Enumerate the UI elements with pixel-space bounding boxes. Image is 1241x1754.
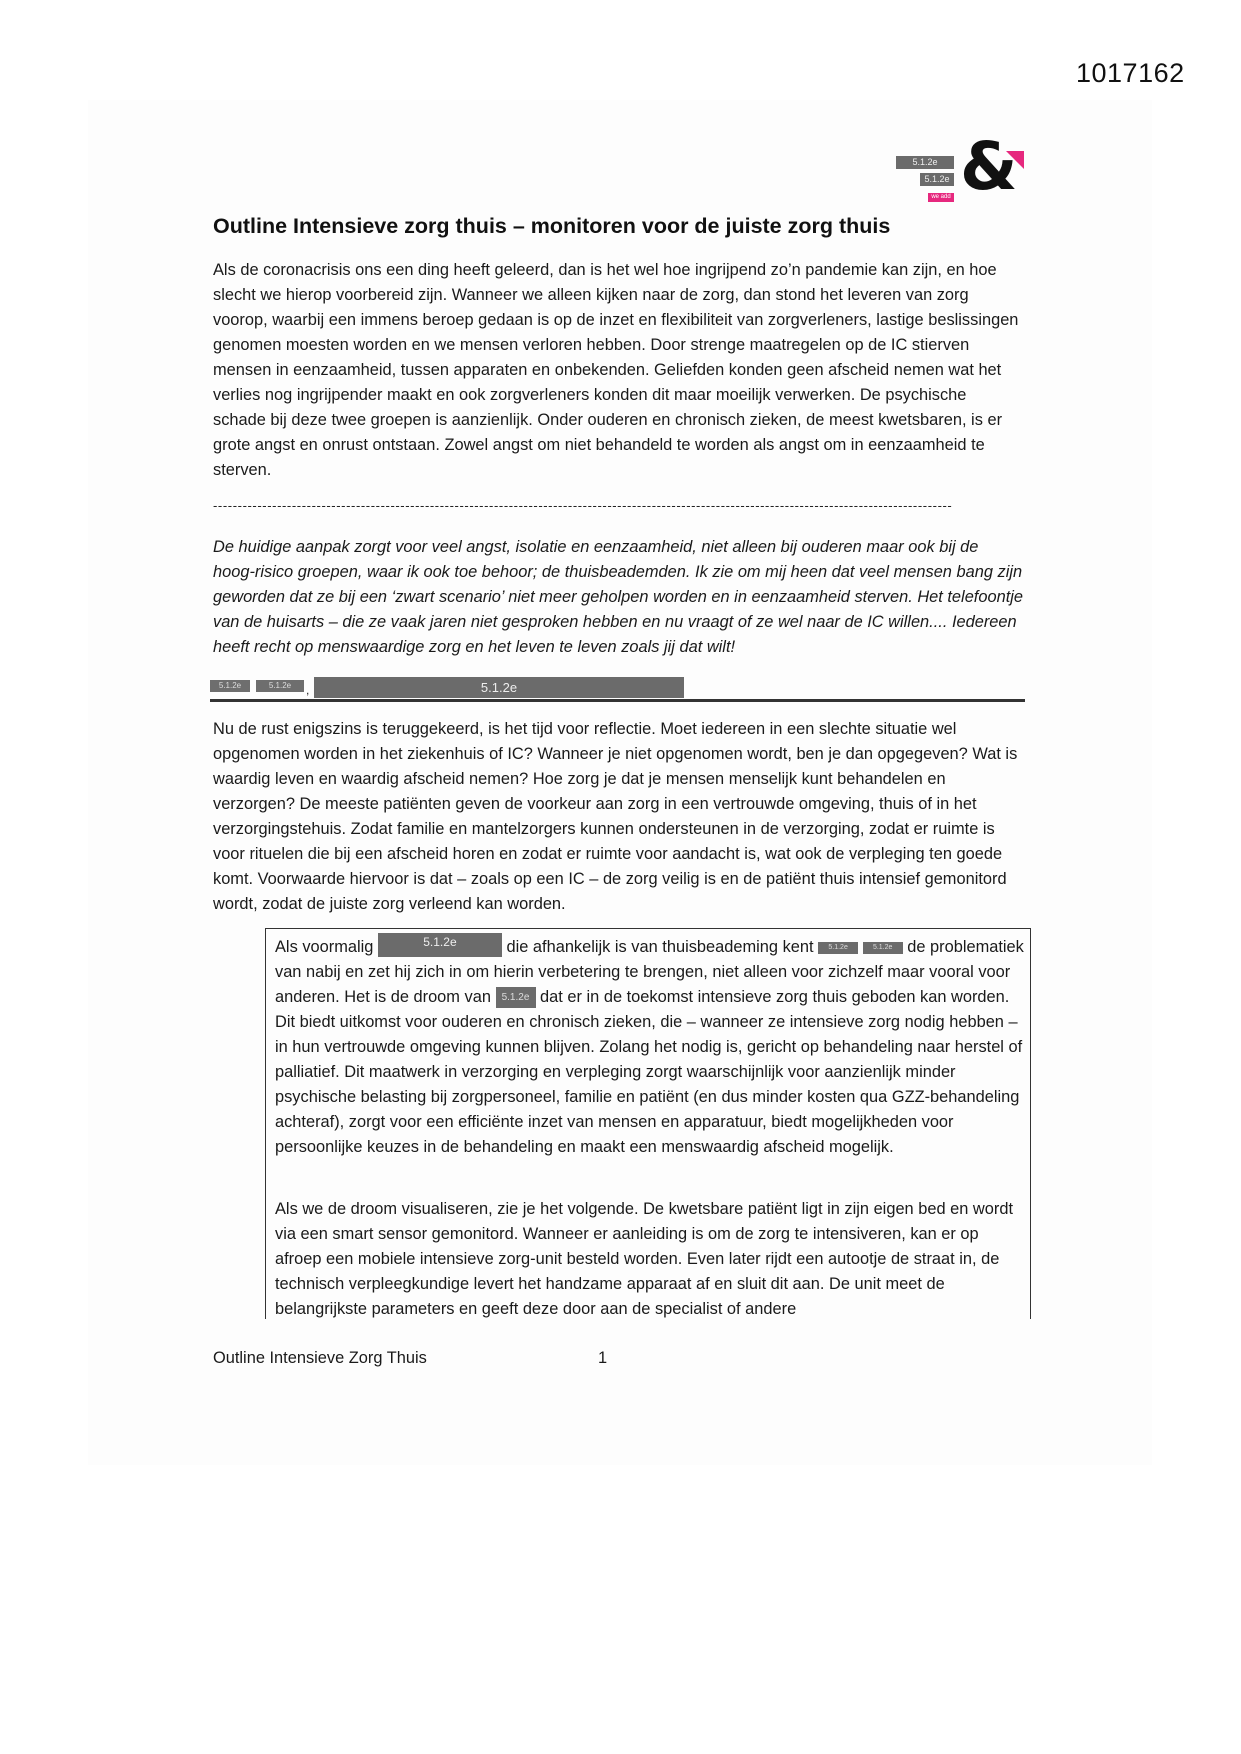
page-number: 1: [598, 1349, 608, 1367]
box-paragraph-2: Als we de droom visualiseren, zie je het volgende. De kwetsbare patiënt ligt in zijn eigen bed en wordt via een smart sensor gemonitord. Wanneer er aanleiding is om de zorg te intensiveren, kan er op afroep een mobiele intensieve zorg-unit besteld worden. Even later rijdt een autootje de straat in, de technisch verpleegkundige levert het handzame apparaat af en sluit dit aan. De unit meet de belangrijkste parameters en geeft deze door aan de specialist of andere: [275, 1200, 1013, 1318]
bordered-text-box: [265, 928, 1031, 1319]
text-run: de problematiek van nabij en zet hij zich in om hierin verbetering te brengen, niet alleen voor zichzelf maar vooral voor anderen. Het is de droom van: [275, 938, 1024, 1006]
redaction-block: 5.1.2e: [496, 987, 536, 1008]
document-id: 1017162: [1076, 58, 1185, 88]
redaction-block: 5.1.2e: [314, 677, 684, 698]
text-run: die afhankelijk is van thuisbeademing kent: [501, 938, 819, 956]
text-run: dat er in de toekomst intensieve zorg thuis geboden kan worden. Dit biedt uitkomst voor ouderen en chronisch zieken, die – wanneer ze intensieve zorg nodig hebben – in hun vertrouwde omgeving kunnen blijven. Zolang het nodig is, gericht op behandeling naar herstel of palliatief. Dit maatwerk in verzorging en verpleging zorgt waarschijnlijk voor aanzienlijk minder psychische belasting bij zorgpersoneel, familie en patiënt (en dus minder kosten qua GZZ-behandeling achteraf), zorgt voor een efficiënte inzet van mensen en apparatuur, biedt mogelijkheden voor persoonlijke keuzes in de behandeling en maakt een menswaardig afscheid mogelijk.: [275, 988, 1023, 1156]
document-title: Outline Intensieve zorg thuis – monitoren voor de juiste zorg thuis: [213, 214, 891, 238]
redaction-block: 5.1.2e: [378, 933, 502, 957]
box-paragraph-1: [275, 935, 1025, 1160]
ampersand-logo-icon: &: [960, 128, 1018, 205]
company-logo: [896, 128, 1036, 208]
quote-paragraph: De huidige aanpak zorgt voor veel angst, isolatie en eenzaamheid, niet alleen bij ouderen maar ook bij de hoog-risico groepen, waar ik ook toe behoor; de thuisbeademden. Ik zie om mij heen dat veel mensen bang zijn geworden dat ze bij een ‘zwart scenario’ niet meer geholpen worden en in eenzaamheid sterven. Het telefoontje van de huisarts – die ze vaak jaren niet gesproken hebben en nu vraagt of ze wel naar de IC willen.... Iedereen heeft recht op menswaardige zorg en het leven te leven zoals jij dat wilt!: [213, 538, 1024, 656]
pink-triangle-icon: [1006, 151, 1024, 169]
logo-tagline: we add: [928, 193, 954, 202]
text-run: Als voormalig: [275, 938, 378, 956]
redaction-block: 5.1.2e: [818, 942, 858, 954]
redaction-block: 5.1.2e: [863, 942, 903, 954]
footer-title: Outline Intensieve Zorg Thuis: [213, 1349, 427, 1367]
redaction-block: 5.1.2e: [920, 173, 954, 186]
attribution-comma: ,: [306, 683, 310, 697]
dashed-separator: ------------------------------------------------------------------------------------------------------------------------------------------------------: [213, 500, 953, 512]
intro-paragraph: Als de coronacrisis ons een ding heeft geleerd, dan is het wel hoe ingrijpend zo’n pandemie kan zijn, en hoe slecht we hierop voorbereid zijn. Wanneer we alleen kijken naar de zorg, dan stond het leveren van zorg voorop, waarbij een immens beroep gedaan is op de inzet en flexibiliteit van zorgverleners, lastige beslissingen genomen moesten worden en we mensen verloren hebben. Door strenge maatregelen op de IC stierven mensen in eenzaamheid, tussen apparaten en onbekenden. Geliefden konden geen afscheid nemen wat het verlies nog ingrijpender maakt en ook zorgverleners konden dit maar moeilijk verwerken. De psychische schade bij deze twee groepen is aanzienlijk. Onder ouderen en chronisch zieken, de meest kwetsbaren, is er grote angst en onrust ontstaan. Zowel angst om niet behandeld te worden als angst om in eenzaamheid te sterven.: [213, 261, 1019, 479]
redaction-block: 5.1.2e: [256, 680, 304, 692]
quote-attribution: [210, 677, 1025, 699]
redaction-block: 5.1.2e: [896, 156, 954, 169]
redaction-block: 5.1.2e: [210, 680, 250, 692]
horizontal-rule: [210, 699, 1025, 702]
reflection-paragraph: Nu de rust enigszins is teruggekeerd, is het tijd voor reflectie. Moet iedereen in een slechte situatie wel opgenomen worden in het ziekenhuis of IC? Wanneer je niet opgenomen wordt, ben je dan opgegeven? Wat is waardig leven en waardig afscheid nemen? Hoe zorg je dat je mensen menselijk kunt behandelen en verzorgen? De meeste patiënten geven de voorkeur aan zorg in een vertrouwde omgeving, thuis of in het verzorgingstehuis. Zodat familie en mantelzorgers kunnen ondersteunen in de verzorging, zodat er ruimte is voor rituelen die bij een afscheid horen en zodat er ruimte voor aandacht is, wat ook de verpleging ten goede komt. Voorwaarde hiervoor is dat – zoals op een IC – de zorg veilig is en de patiënt thuis intensief gemonitord wordt, zodat de juiste zorg verleend kan worden.: [213, 720, 1018, 913]
